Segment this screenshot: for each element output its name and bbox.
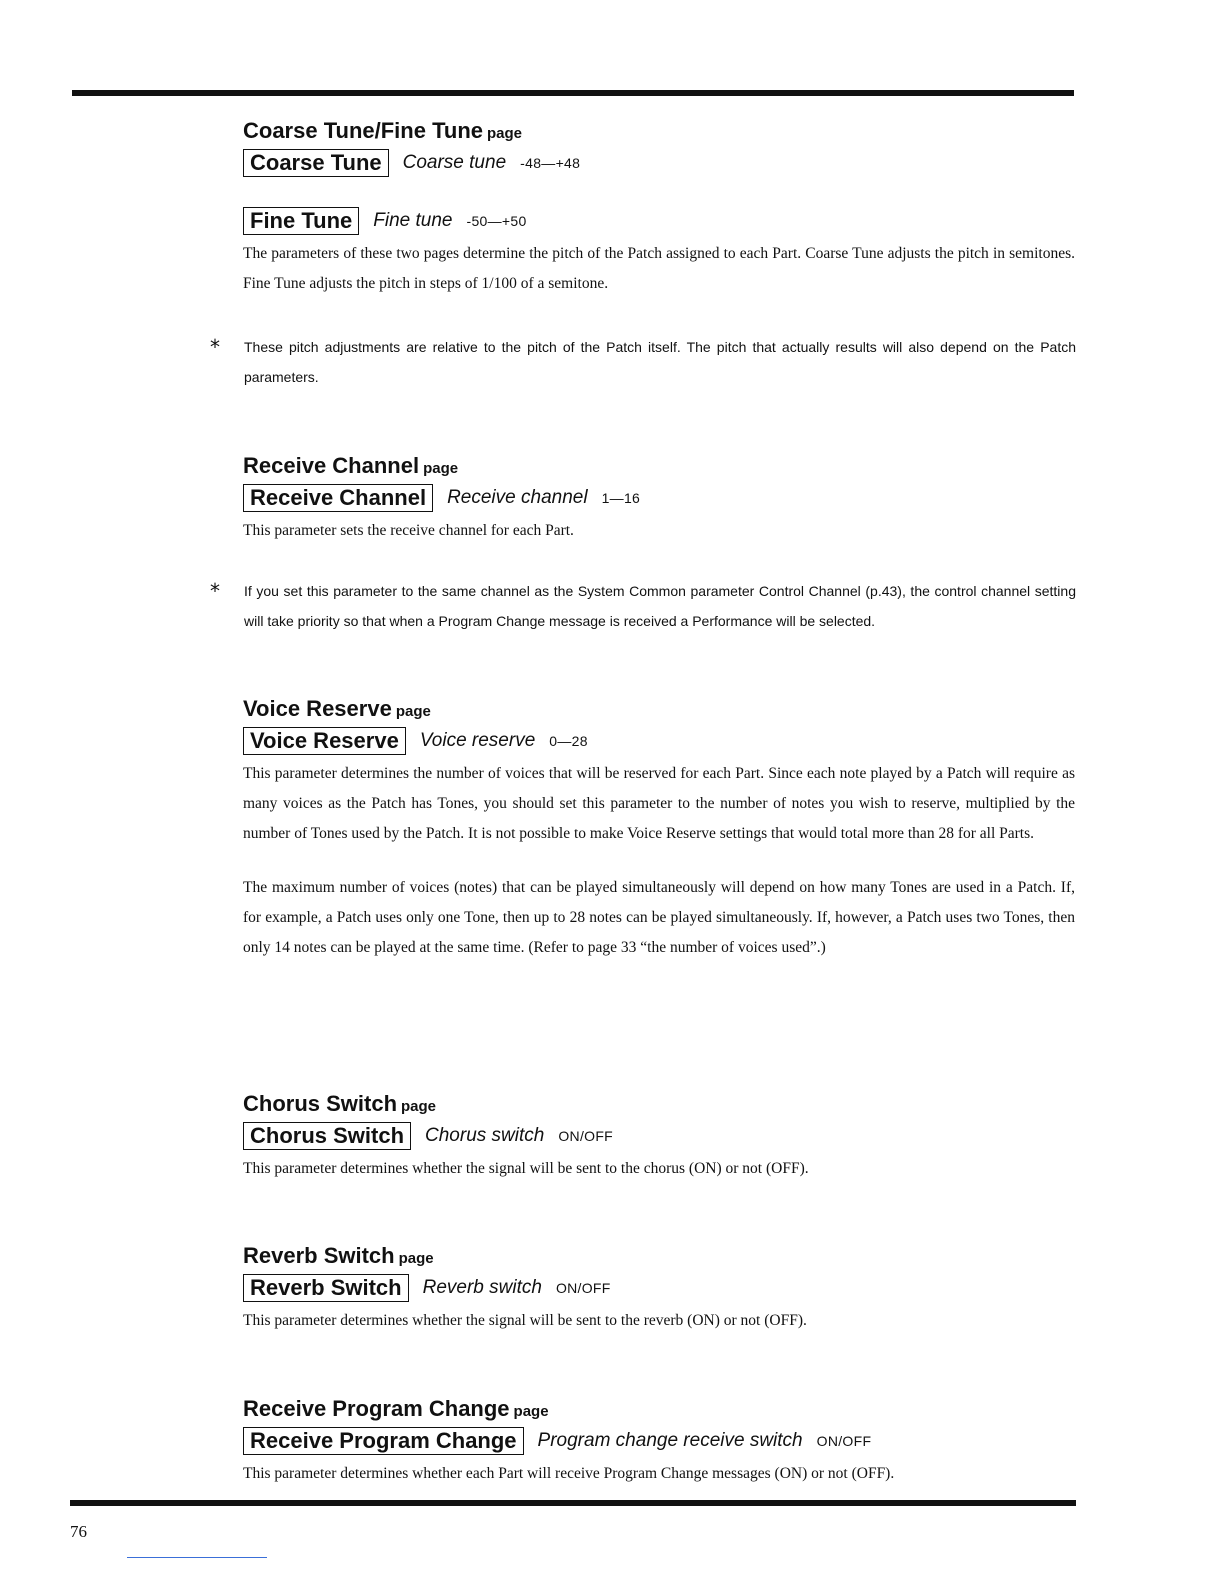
top-rule (72, 90, 1074, 96)
param-range: 1—16 (601, 490, 641, 506)
body-text: This parameter determines whether the signal will be sent to the chorus (ON) or not (OFF). (243, 1160, 809, 1177)
param-desc: Receive channel (447, 487, 588, 508)
param-desc: Program change receive switch (537, 1430, 803, 1451)
section-receive-program-change (243, 1395, 1075, 1489)
param-range: -50—+50 (466, 213, 527, 229)
body-text: This parameter determines whether the signal will be sent to the reverb (ON) or not (OFF). (243, 1312, 807, 1329)
section-coarse-fine-tune (243, 117, 1075, 299)
param-chorus-switch (243, 1120, 1075, 1152)
param-range: 0—28 (549, 733, 588, 749)
note-control-channel (210, 576, 1076, 636)
footer-link-underline (127, 1557, 267, 1558)
param-desc: Coarse tune (402, 152, 507, 173)
body-text-2: The maximum number of voices (notes) that can be played simultaneously will depend on how many Tones are used in a Patch. If, for example, a Patch uses only one Tone, then up to 28 notes can be played simultaneously. If, however, a Patch uses two Tones, then only 14 notes can be played at the same time. (Refer to page 33 “the number of voices used”.) (243, 879, 1075, 956)
section-title: Reverb Switch page (243, 1243, 434, 1268)
param-coarse-tune (243, 147, 1075, 179)
asterisk-icon: * (210, 579, 220, 603)
note-text: If you set this parameter to the same channel as the System Common parameter Control Channel (p.43), the control channel setting will take priority so that when a Program Change message is received a Performance will be selected. (244, 583, 1076, 629)
section-title: Coarse Tune/Fine Tune page (243, 118, 523, 143)
param-box-chorus-switch: Chorus Switch (243, 1122, 411, 1150)
param-receive-program-change (243, 1425, 1075, 1457)
param-desc: Voice reserve (419, 730, 536, 751)
body-text: This parameter determines the number of voices that will be reserved for each Part. Since each note played by a Patch will require as many voices as the Patch has Tones, you should set this parameter to the number of notes you wish to reserve, multiplied by the number of Tones used by the Patch. It is not possible to make Voice Reserve settings that would total more than 28 for all Parts. (243, 765, 1075, 842)
param-box-reverb-switch: Reverb Switch (243, 1274, 409, 1302)
param-box-coarse-tune: Coarse Tune (243, 149, 389, 177)
param-voice-reserve (243, 725, 1075, 757)
body-text: The parameters of these two pages determine the pitch of the Patch assigned to each Part. Coarse Tune adjusts the pitch in semitones. Fine Tune adjusts the pitch in steps of 1/100 of a semitone. (243, 245, 1075, 292)
section-title: Voice Reserve page (243, 696, 431, 721)
section-reverb-switch (243, 1242, 1075, 1336)
bottom-rule (70, 1500, 1076, 1506)
section-voice-reserve (243, 695, 1075, 963)
param-desc: Fine tune (373, 210, 453, 231)
body-text: This parameter sets the receive channel for each Part. (243, 522, 574, 539)
note-pitch (210, 332, 1076, 392)
param-desc: Chorus switch (425, 1125, 545, 1146)
section-title: Receive Program Change page (243, 1396, 549, 1421)
section-receive-channel (243, 452, 1075, 546)
param-range: -48—+48 (520, 155, 581, 171)
param-receive-channel (243, 482, 1075, 514)
section-title: Chorus Switch page (243, 1091, 437, 1116)
param-box-receive-program-change: Receive Program Change (243, 1427, 524, 1455)
section-title: Receive Channel page (243, 453, 459, 478)
param-reverb-switch (243, 1272, 1075, 1304)
param-box-fine-tune: Fine Tune (243, 207, 359, 235)
param-range: ON/OFF (816, 1433, 872, 1449)
param-range: ON/OFF (555, 1280, 611, 1296)
param-box-receive-channel: Receive Channel (243, 484, 433, 512)
param-fine-tune (243, 205, 1075, 237)
param-desc: Reverb switch (422, 1277, 542, 1298)
asterisk-icon: * (210, 335, 220, 359)
param-box-voice-reserve: Voice Reserve (243, 727, 406, 755)
body-text: This parameter determines whether each Part will receive Program Change messages (ON) or not (OFF). (243, 1465, 895, 1482)
section-chorus-switch (243, 1090, 1075, 1184)
note-text: These pitch adjustments are relative to the pitch of the Patch itself. The pitch that actually results will also depend on the Patch parameters. (244, 339, 1076, 385)
page-number: 76 (70, 1522, 87, 1541)
param-range: ON/OFF (558, 1128, 614, 1144)
